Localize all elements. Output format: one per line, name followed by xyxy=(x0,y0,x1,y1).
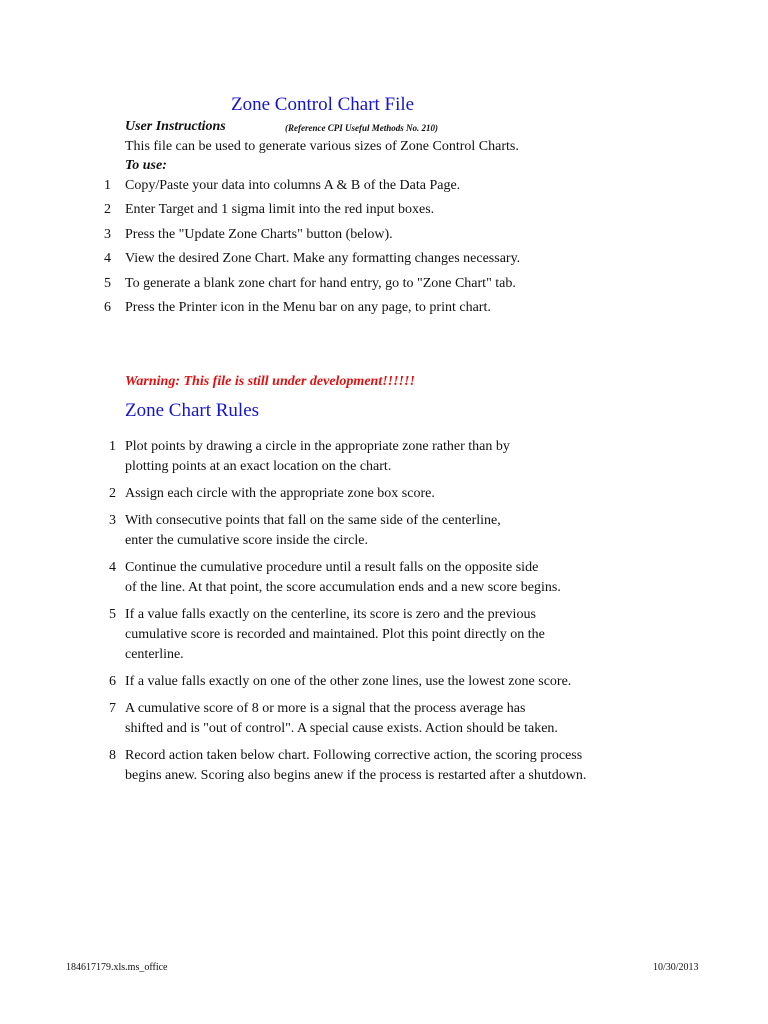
rule-text xyxy=(125,699,768,739)
step-number: 2 xyxy=(104,202,111,218)
rule-line: of the line. At that point, the score accumulation ends and a new score begins. xyxy=(125,580,561,595)
rule-line: With consecutive points that fall on the same side of the centerline, xyxy=(125,513,501,528)
footer-filename: 184617179.xls.ms_office xyxy=(66,962,168,973)
step-text: To generate a blank zone chart for hand entry, go to "Zone Chart" tab. xyxy=(125,275,516,291)
rule-item xyxy=(0,699,768,739)
rule-item xyxy=(0,558,768,598)
rule-number: 3 xyxy=(109,513,116,528)
rules-heading: Zone Chart Rules xyxy=(125,400,260,421)
usage-step xyxy=(0,251,768,275)
step-number: 6 xyxy=(104,299,111,315)
page-title: Zone Control Chart File xyxy=(231,94,415,115)
footer-date: 10/30/2013 xyxy=(653,962,699,973)
step-number: 5 xyxy=(104,275,111,291)
rule-line: plotting points at an exact location on the chart. xyxy=(125,459,392,474)
step-text: Press the "Update Zone Charts" button (below). xyxy=(125,226,393,242)
usage-step xyxy=(0,276,768,300)
rule-item xyxy=(0,511,768,551)
rule-number: 8 xyxy=(109,748,116,763)
rule-number: 6 xyxy=(109,674,116,689)
to-use-label: To use: xyxy=(125,158,167,173)
warning-text: Warning: This file is still under development!!!!!! xyxy=(125,374,415,389)
rule-number: 4 xyxy=(109,560,116,575)
step-text: Copy/Paste your data into columns A & B of the Data Page. xyxy=(125,178,461,193)
rule-line: Continue the cumulative procedure until a result falls on the opposite side xyxy=(125,560,539,575)
rule-number: 5 xyxy=(109,607,116,622)
step-number: 3 xyxy=(104,226,111,242)
step-number: 1 xyxy=(104,178,111,193)
rule-text xyxy=(125,746,768,786)
usage-step xyxy=(0,178,768,202)
rule-line: If a value falls exactly on the centerline, its score is zero and the previous xyxy=(125,607,536,622)
usage-steps-list xyxy=(0,178,768,324)
step-number: 4 xyxy=(104,251,111,267)
rule-number: 2 xyxy=(109,486,116,501)
rule-line: enter the cumulative score inside the circle. xyxy=(125,533,368,548)
usage-step xyxy=(0,202,768,226)
rule-item xyxy=(0,672,768,692)
usage-step xyxy=(0,300,768,324)
step-text: View the desired Zone Chart. Make any formatting changes necessary. xyxy=(125,251,521,267)
rule-line: If a value falls exactly on one of the other zone lines, use the lowest zone score. xyxy=(125,674,572,689)
rule-item xyxy=(0,746,768,786)
rule-line: A cumulative score of 8 or more is a signal that the process average has xyxy=(125,701,526,716)
rule-line: cumulative score is recorded and maintained. Plot this point directly on the xyxy=(125,627,545,642)
intro-text: This file can be used to generate various sizes of Zone Control Charts. xyxy=(125,139,519,154)
step-text: Enter Target and 1 sigma limit into the red input boxes. xyxy=(125,202,435,218)
rule-text xyxy=(125,672,768,692)
rule-item xyxy=(0,484,768,504)
rule-number: 1 xyxy=(109,439,116,454)
zone-chart-rules-list xyxy=(0,437,768,793)
rule-line: centerline. xyxy=(125,647,184,662)
step-text: Press the Printer icon in the Menu bar on any page, to print chart. xyxy=(125,299,491,315)
rule-item xyxy=(0,437,768,477)
user-instructions-label: User Instructions xyxy=(125,119,226,134)
rule-line: begins anew. Scoring also begins anew if the process is restarted after a shutdown. xyxy=(125,768,587,783)
usage-step xyxy=(0,227,768,251)
rule-number: 7 xyxy=(109,701,116,716)
rule-line: Plot points by drawing a circle in the appropriate zone rather than by xyxy=(125,439,510,454)
rule-line: Record action taken below chart. Following corrective action, the scoring process xyxy=(125,748,583,763)
rule-text xyxy=(125,605,768,665)
rule-text xyxy=(125,484,768,504)
rule-text xyxy=(125,437,768,477)
rule-line: shifted and is "out of control". A special cause exists. Action should be taken. xyxy=(125,721,558,736)
rule-text xyxy=(125,558,768,598)
rule-text xyxy=(125,511,768,551)
rule-item xyxy=(0,605,768,665)
rule-line: Assign each circle with the appropriate zone box score. xyxy=(125,486,435,501)
reference-note: (Reference CPI Useful Methods No. 210) xyxy=(285,123,438,133)
